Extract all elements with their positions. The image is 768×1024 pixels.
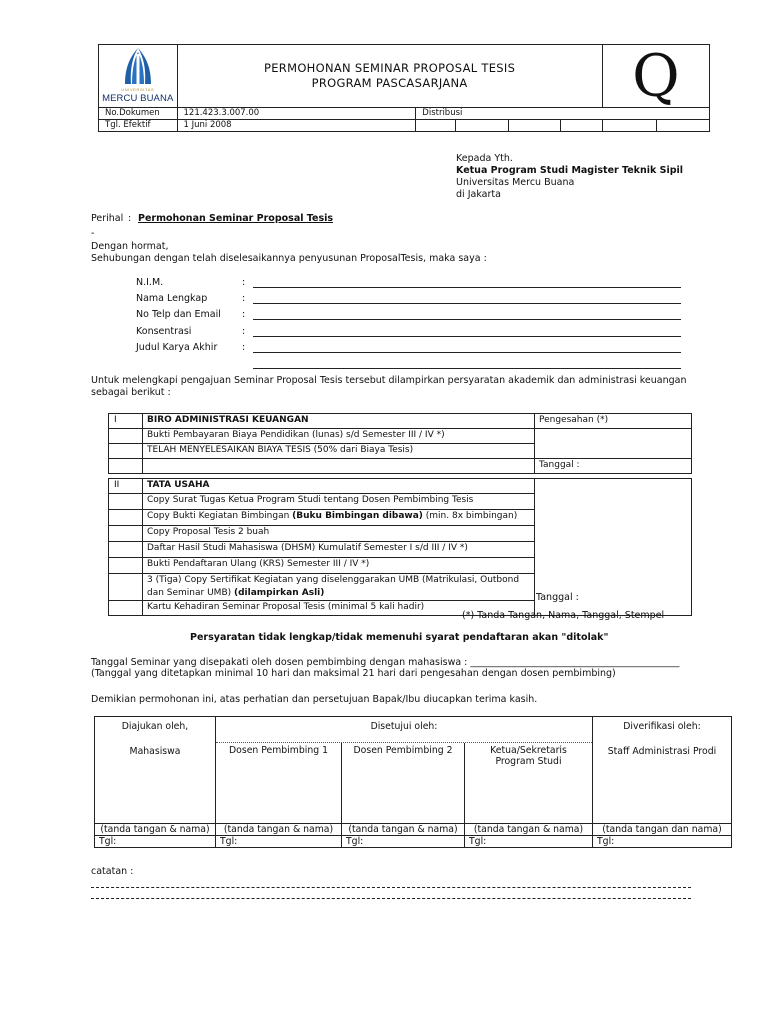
logo-small-text: UNIVERSITAS — [121, 87, 155, 92]
field-konsentrasi-label: Konsentrasi — [136, 326, 192, 337]
distribusi-cell-3 — [508, 120, 560, 132]
seminar-date-note: (Tanggal yang ditetapkan minimal 10 hari dan maksimal 21 hari dari pengesahan dengan dosen pembimbing) — [91, 668, 616, 679]
intro-line-2: sebagai berikut : — [91, 387, 171, 398]
greeting-dash: - — [91, 228, 95, 239]
requirements-table-keuangan — [108, 413, 692, 474]
section-1-pengesahan: Pengesahan (*) — [535, 414, 692, 429]
section-2-item-bimbingan: Copy Bukti Kegiatan Bimbingan (Buku Bimbingan dibawa) (min. 8x bimbingan) — [143, 510, 535, 526]
field-nama-line[interactable] — [253, 303, 681, 304]
logo-text: MERCU BUANA — [102, 93, 174, 104]
field-nim-line[interactable] — [253, 287, 681, 288]
section-1-number: I — [109, 414, 143, 429]
sig-dosen2-label: Dosen Pembimbing 2 — [353, 745, 453, 756]
field-telp-line[interactable] — [253, 319, 681, 320]
mercu-buana-logo-icon — [121, 48, 155, 84]
distribusi-cell-6 — [657, 120, 710, 132]
sig-tgl-ketua[interactable]: Tgl: — [465, 836, 593, 848]
field-nama-colon: : — [242, 293, 246, 304]
sig-approvers — [216, 743, 592, 823]
sig-dosen1-cell[interactable] — [216, 743, 342, 823]
requirements-table-tata-usaha — [108, 478, 692, 616]
sig-disetujui-group — [216, 717, 593, 824]
greeting-line-2: Sehubungan dengan telah diselesaikannya penyusunan ProposalTesis, maka saya : — [91, 253, 487, 264]
section-1-tanggal: Tanggal : — [535, 459, 692, 474]
logo-cell — [99, 45, 178, 108]
sig-staff-cell[interactable] — [593, 717, 732, 824]
field-judul-label: Judul Karya Akhir — [136, 342, 218, 353]
section-2-item: Bukti Pendaftaran Ulang (KRS) Semester III / IV *) — [143, 558, 535, 574]
sig-ttd-staff: (tanda tangan dan nama) — [593, 824, 732, 836]
sig-mahasiswa-cell[interactable] — [95, 717, 216, 824]
sig-disetujui-label: Disetujui oleh: — [216, 717, 592, 743]
section-2-item-proposal: Copy Proposal Tesis 2 buah — [143, 526, 535, 542]
section-1-item: Bukti Pembayaran Biaya Pendidikan (lunas) s/d Semester III / IV *) — [143, 429, 535, 444]
field-telp-label: No Telp dan Email — [136, 309, 221, 320]
perihal-label: Perihal — [91, 213, 124, 224]
footnote: (*) Tanda Tangan, Nama, Tanggal, Stempel — [462, 610, 665, 621]
field-konsentrasi-colon: : — [242, 326, 246, 337]
field-telp-colon: : — [242, 309, 246, 320]
title-line-2: PROGRAM PASCASARJANA — [311, 76, 468, 90]
sig-tgl-dosen1[interactable]: Tgl: — [216, 836, 342, 848]
seminar-date-line: Tanggal Seminar yang disepakati oleh dosen pembimbing dengan mahasiswa : ____________________________________________ — [91, 657, 680, 668]
sig-staff-label: Staff Administrasi Prodi — [607, 746, 717, 757]
catatan-label: catatan : — [91, 866, 134, 877]
sig-ttd-mahasiswa: (tanda tangan & nama) — [95, 824, 216, 836]
distribusi-cell-1 — [416, 120, 456, 132]
perihal-value: Permohonan Seminar Proposal Tesis — [138, 213, 334, 224]
address-line-4: di Jakarta — [456, 189, 501, 200]
tgl-efektif-label: Tgl. Efektif — [99, 120, 178, 132]
field-judul-line[interactable] — [253, 352, 681, 353]
no-dokumen-label: No.Dokumen — [99, 108, 178, 120]
warning-text: Persyaratan tidak lengkap/tidak memenuhi syarat pendaftaran akan "ditolak" — [190, 632, 609, 643]
sig-diverifikasi-label: Diverifikasi oleh: — [623, 721, 701, 732]
perihal-colon: : — [128, 213, 132, 224]
signature-table — [94, 716, 732, 848]
title-line-1: PERMOHONAN SEMINAR PROPOSAL TESIS — [264, 61, 516, 75]
section-2-title: TATA USAHA — [143, 479, 535, 494]
field-konsentrasi-line[interactable] — [253, 336, 681, 337]
intro-line-1: Untuk melengkapi pengajuan Seminar Proposal Tesis tersebut dilampirkan persyaratan akademik dan administrasi keuangan — [91, 375, 687, 386]
sig-ketua-label-2: Program Studi — [495, 756, 562, 767]
sig-ketua-label-1: Ketua/Sekretaris — [490, 745, 567, 756]
greeting-line-1: Dengan hormat, — [91, 241, 169, 252]
catatan-line-2[interactable] — [91, 898, 691, 899]
sig-mahasiswa-label: Mahasiswa — [129, 746, 181, 757]
section-1-signature-cell[interactable] — [535, 429, 692, 459]
section-2-number: II — [109, 479, 143, 494]
address-line-2: Ketua Program Studi Magister Teknik Sipil — [456, 165, 684, 176]
sig-ketua-cell[interactable] — [465, 743, 593, 823]
sig-tgl-staff[interactable]: Tgl: — [593, 836, 732, 848]
bimbingan-bold-note: (Buku Bimbingan dibawa) — [292, 511, 423, 521]
sig-ttd-dosen2: (tanda tangan & nama) — [342, 824, 465, 836]
address-block — [456, 153, 683, 201]
section-2-tanggal: Tanggal : — [536, 592, 579, 603]
sig-ttd-ketua: (tanda tangan & nama) — [465, 824, 593, 836]
distribusi-label: Distribusi — [416, 108, 710, 120]
section-2-item-kartu: Kartu Kehadiran Seminar Proposal Tesis (minimal 5 kali hadir) — [143, 601, 535, 616]
document-header — [98, 44, 710, 132]
distribusi-cell-4 — [560, 120, 602, 132]
distribusi-cell-2 — [456, 120, 508, 132]
field-nama-label: Nama Lengkap — [136, 293, 208, 304]
tgl-efektif-value: 1 Juni 2008 — [177, 120, 416, 132]
sig-diajukan-label: Diajukan oleh, — [121, 721, 189, 732]
field-nim-label: N.I.M. — [136, 277, 164, 288]
sig-tgl-dosen2[interactable]: Tgl: — [342, 836, 465, 848]
field-nim-colon: : — [242, 277, 246, 288]
distribusi-cell-5 — [602, 120, 657, 132]
sertifikat-bold-note: (dilampirkan Asli) — [234, 588, 325, 598]
no-dokumen-value: 121.423.3.007.00 — [177, 108, 416, 120]
document-title — [177, 45, 602, 108]
section-2-item-sertifikat: 3 (Tiga) Copy Sertifikat Kegiatan yang diselenggarakan UMB (Matrikulasi, Outbond dan Seminar UMB) (dilampirkan Asli) — [143, 574, 535, 601]
field-judul-colon: : — [242, 342, 246, 353]
sig-tgl-mahasiswa[interactable]: Tgl: — [95, 836, 216, 848]
field-judul-line-2[interactable] — [253, 368, 681, 369]
address-line-1: Kepada Yth. — [456, 153, 513, 164]
catatan-line-1[interactable] — [91, 887, 691, 888]
q-mark: Q — [602, 45, 709, 108]
section-1-item: TELAH MENYELESAIKAN BIAYA TESIS (50% dari Biaya Tesis) — [143, 444, 535, 459]
section-2-item: Copy Surat Tugas Ketua Program Studi tentang Dosen Pembimbing Tesis — [143, 494, 535, 510]
address-line-3: Universitas Mercu Buana — [456, 177, 575, 188]
sig-dosen2-cell[interactable] — [342, 743, 465, 823]
closing-text: Demikian permohonan ini, atas perhatian dan persetujuan Bapak/Ibu diucapkan terima kasih. — [91, 694, 538, 705]
section-1-title: BIRO ADMINISTRASI KEUANGAN — [143, 414, 535, 429]
sig-ttd-dosen1: (tanda tangan & nama) — [216, 824, 342, 836]
university-logo — [99, 48, 177, 104]
section-2-item: Daftar Hasil Studi Mahasiswa (DHSM) Kumulatif Semester I s/d III / IV *) — [143, 542, 535, 558]
sig-dosen1-label: Dosen Pembimbing 1 — [229, 745, 328, 756]
